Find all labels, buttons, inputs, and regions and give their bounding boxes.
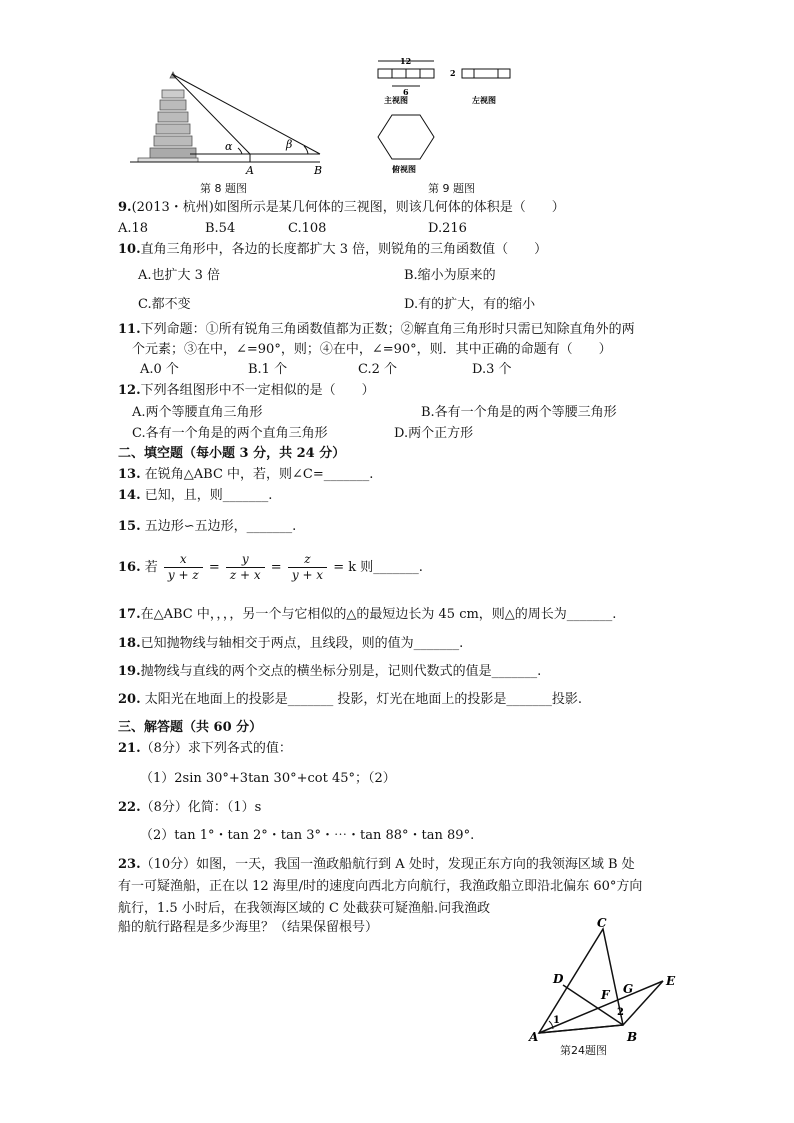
fig8-caption: 第 8 题图 (200, 182, 247, 195)
q11-text-1: 下列命题：①所有锐角三角函数值都为正数；②解直角三角形时只需已知除直角外的两 (140, 322, 635, 337)
pagoda-drawing (138, 72, 198, 162)
q19 (118, 664, 541, 680)
fig24-f-label: F (601, 988, 610, 1002)
q10-option-b: B.缩小为原来的 (404, 268, 496, 283)
figure-8 (130, 70, 330, 180)
q16-f3-denominator: y + x (291, 568, 324, 582)
q15-number: 15. (118, 519, 141, 534)
q16-post: = k 则_______. (333, 560, 423, 575)
section-2-heading: 二、填空题（每小题 3 分，共 24 分） (118, 446, 346, 461)
q22-text: （8分）化简：（1）s (140, 800, 262, 815)
q23-number: 23. (118, 857, 141, 872)
fig9-front-label: 主视图 (384, 95, 408, 105)
q16-fraction-1 (164, 552, 203, 583)
q9-option-b: B.54 (205, 221, 236, 236)
q12-option-d: D.两个正方形 (394, 426, 474, 441)
fig24-g-label: G (623, 982, 634, 996)
q14-text: 已知，且，则_______. (144, 488, 273, 503)
q14-number: 14. (118, 488, 141, 503)
q22 (118, 800, 261, 816)
q11-option-a: A.0 个 (140, 362, 179, 377)
q12-text: 下列各组图形中不一定相似的是（ ） (140, 383, 375, 398)
q15 (118, 519, 296, 535)
q16: 16. 若 $\frac{x}{y + z}$ = $\frac{y}{z + x}$ = $\frac{z}{y + x}$ = k 则_______. (118, 552, 423, 582)
q13 (118, 467, 373, 483)
q23-line-3: 航行，1.5 小时后，在我领海区域的 C 处截获可疑渔船.问我渔政 (118, 901, 491, 916)
q12-option-c: C.各有一个角是的两个直角三角形 (132, 426, 328, 441)
q17-text: 在△ABC 中，，，，另一个与它相似的△的最短边长为 45 cm，则△的周长为_______. (140, 607, 617, 622)
fig9-dim-2: 2 (450, 68, 456, 78)
q17 (118, 607, 616, 623)
q20-text: 太阳光在地面上的投影是_______ 投影，灯光在地面上的投影是_______投影. (144, 692, 583, 707)
q13-text: 在锐角△ABC 中，若，则∠C=_______. (144, 467, 374, 482)
fig9-dim-12: 12 (400, 56, 412, 66)
section-3-heading: 三、解答题（共 60 分） (118, 720, 263, 735)
q21-text: （8分）求下列各式的值： (140, 741, 292, 756)
figure-24 (525, 915, 685, 1055)
fig9-caption: 第 9 题图 (428, 182, 475, 195)
q18-number: 18. (118, 636, 141, 651)
fig24-angle-1-label: 1 (553, 1015, 560, 1026)
q9-option-d: D.216 (428, 221, 467, 236)
fig24-caption: 第24题图 (560, 1044, 607, 1057)
q9-option-c: C.108 (288, 221, 327, 236)
q10-number: 10. (118, 242, 141, 257)
q21-line-2: （1）2sin 30°+3tan 30°+cot 45°；（2） (140, 771, 396, 786)
q10-stem (118, 242, 547, 258)
q23-line-1: （10分）如图，一天，我国一渔政船航行到 A 处时，发现正东方向的我领海区域 B 处 (140, 857, 635, 872)
q11-number: 11. (118, 322, 141, 337)
q22-line-2: （2）tan 1°・tan 2°・tan 3°・⋯・tan 88°・tan 89°. (140, 828, 475, 843)
q11-text-2: 个元素；③在中，∠=90°，则；④在中，∠=90°，则．其中正确的命题有（ ） (132, 342, 612, 357)
fig24-e-label: E (666, 974, 676, 988)
q9-number: 9. (118, 200, 132, 215)
q21-number: 21. (118, 741, 141, 756)
q12-stem (118, 383, 375, 399)
q23-line-2: 有一可疑渔船，正在以 12 海里/时的速度向西北方向航行，我渔政船立即沿北偏东 60°方向 (118, 879, 643, 894)
fig8-b-label: B (314, 164, 323, 177)
figure-9 (370, 55, 530, 180)
q16-fraction-2 (226, 552, 265, 583)
fig24-angle-2-label: 2 (617, 1007, 624, 1018)
fig8-beta-label: β (286, 138, 293, 151)
q12-option-b: B.各有一个角是的两个等腰三角形 (421, 405, 617, 420)
q17-number: 17. (118, 607, 141, 622)
q12-option-a: A.两个等腰直角三角形 (132, 405, 263, 420)
fig24-a-label: A (529, 1030, 539, 1044)
q9-option-a: A.18 (118, 221, 149, 236)
fig9-left-label: 左视图 (472, 95, 496, 105)
fig8-alpha-label: α (225, 140, 233, 153)
q16-f2-numerator: y (226, 552, 265, 568)
q10-option-a: A.也扩大 3 倍 (138, 268, 221, 283)
q18-text: 已知抛物线与轴相交于两点，且线段，则的值为_______. (140, 636, 464, 651)
q19-text: 抛物线与直线的两个交点的横坐标分别是，记则代数式的值是_______. (140, 664, 542, 679)
q21 (118, 741, 292, 757)
q16-pre: 若 (144, 560, 158, 575)
q11-option-d: D.3 个 (472, 362, 512, 377)
q22-number: 22. (118, 800, 141, 815)
q15-text: 五边形∽五边形，_______. (144, 519, 297, 534)
q16-f1-numerator: x (164, 552, 203, 568)
q11-stem (118, 322, 635, 338)
q12-number: 12. (118, 383, 141, 398)
fig8-a-label: A (246, 164, 254, 177)
q10-option-d: D.有的扩大，有的缩小 (404, 297, 536, 312)
q9-text: (2013・杭州)如图所示是某几何体的三视图，则该几何体的体积是（ ） (131, 200, 565, 215)
fig9-dim-6: 6 (403, 87, 409, 97)
q20-number: 20. (118, 692, 141, 707)
q23 (118, 857, 635, 873)
q10-text: 直角三角形中，各边的长度都扩大 3 倍，则锐角的三角函数值（ ） (140, 242, 548, 257)
q10-option-c: C.都不变 (138, 297, 191, 312)
q13-number: 13. (118, 467, 141, 482)
fig24-b-label: B (627, 1030, 638, 1044)
q16-fraction-3 (288, 552, 327, 583)
fig24-c-label: C (597, 916, 607, 930)
q14 (118, 488, 272, 504)
fig9-top-label: 俯视图 (392, 164, 416, 174)
fig24-d-label: D (553, 972, 564, 986)
q9-stem (118, 200, 565, 216)
q16-f3-numerator: z (288, 552, 327, 568)
q16-f2-denominator: z + x (229, 568, 261, 582)
q16-f1-denominator: y + z (167, 568, 199, 582)
q11-option-b: B.1 个 (248, 362, 288, 377)
q16-number: 16. (118, 560, 141, 575)
q23-line-4: 船的航行路程是多少海里？（结果保留根号） (118, 920, 379, 935)
q19-number: 19. (118, 664, 141, 679)
q20 (118, 692, 582, 708)
q11-option-c: C.2 个 (358, 362, 398, 377)
q18 (118, 636, 463, 652)
